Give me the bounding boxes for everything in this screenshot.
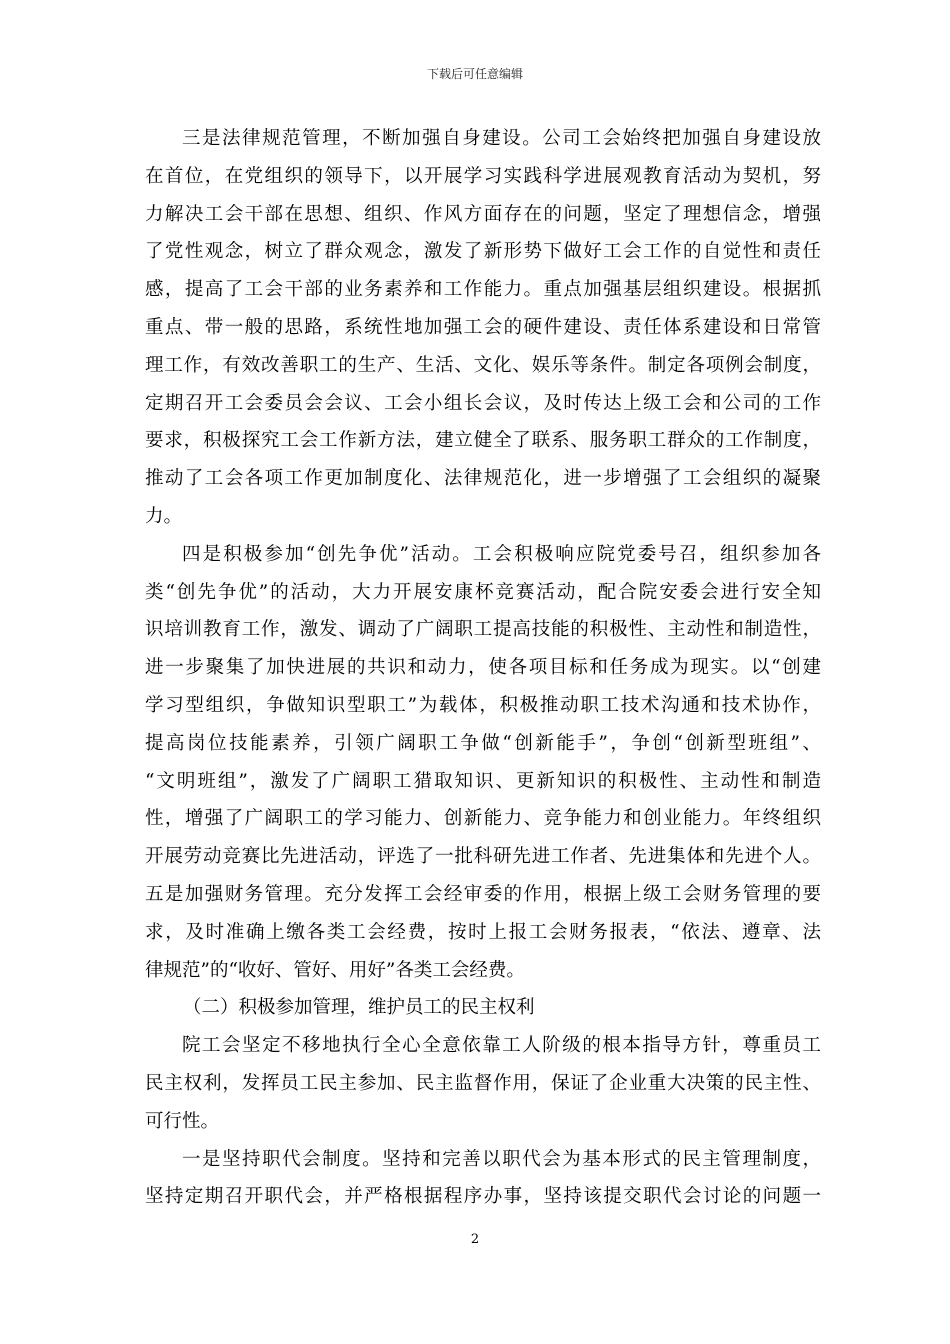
paragraph-line: 要求，积极探究工会工作新方法，建立健全了联系、服务职工群众的工作制度，: [145, 430, 821, 452]
paragraph-line: 重点、带一般的思路，系统性地加强工会的硬件建设、责任体系建设和日常管: [145, 316, 821, 338]
paragraph-line: 求，及时准确上缴各类工会经费，按时上报工会财务报表，“依法、遵章、法: [145, 921, 821, 943]
paragraph-line: 推动了工会各项工作更加制度化、法律规范化，进一步增强了工会组织的凝聚: [145, 468, 821, 490]
paragraph-line: 力解决工会干部在思想、组织、作风方面存在的问题，坚定了理想信念，增强: [145, 203, 821, 225]
paragraph-line: 了党性观念，树立了群众观念，激发了新形势下做好工会工作的自觉性和责任: [145, 241, 821, 263]
page-number: 2: [470, 1232, 480, 1247]
paragraph-line: 感，提高了工会干部的业务素养和工作能力。重点加强基层组织建设。根据抓: [145, 279, 821, 301]
paragraph-line: 类“创先争优”的活动，大力开展安康杯竞赛活动，配合院安委会进行安全知: [145, 581, 821, 603]
paragraph-line: 四是积极参加“创先争优”活动。工会积极响应院党委号召，组织参加各: [182, 543, 821, 565]
paragraph-line: 进一步聚集了加快进展的共识和动力，使各项目标和任务成为现实。以“创建: [145, 657, 821, 679]
paragraph-line: 三是法律规范管理，不断加强自身建设。公司工会始终把加强自身建设放: [182, 128, 821, 149]
paragraph-line: 在首位，在党组织的领导下，以开展学习实践科学进展观教育活动为契机，努: [145, 165, 821, 187]
paragraph-line: 开展劳动竞赛比先进活动，评选了一批科研先进工作者、先进集体和先进个人。: [145, 846, 821, 868]
page-header: 下载后可任意编辑: [426, 67, 523, 81]
paragraph-line: 识培训教育工作，激发、调动了广阔职工提高技能的积极性、主动性和制造性，: [145, 619, 821, 641]
paragraph-line: 力。: [145, 505, 183, 527]
paragraph-line: 律规范”的“收好、管好、用好”各类工会经费。: [145, 959, 525, 981]
paragraph-line: 一是坚持职代会制度。坚持和完善以职代会为基本形式的民主管理制度，: [182, 1148, 821, 1170]
paragraph-line: 五是加强财务管理。充分发挥工会经审委的作用，根据上级工会财务管理的要: [145, 883, 821, 905]
paragraph-line: 院工会坚定不移地执行全心全意依靠工人阶级的根本指导方针，尊重员工: [182, 1035, 821, 1057]
paragraph-line: 提高岗位技能素养，引领广阔职工争做“创新能手”，争创“创新型班组”、: [145, 732, 821, 754]
paragraph-line: 理工作，有效改善职工的生产、生活、文化、娱乐等条件。制定各项例会制度，: [145, 354, 821, 376]
paragraph-line: 定期召开工会委员会会议、工会小组长会议，及时传达上级工会和公司的工作: [145, 392, 821, 414]
paragraph-line: 性，增强了广阔职工的学习能力、创新能力、竞争能力和创业能力。年终组织: [145, 808, 821, 830]
paragraph-line: 学习型组织，争做知识型职工”为载体，积极推动职工技术沟通和技术协作，: [145, 694, 821, 716]
paragraph-line: 民主权利，发挥员工民主参加、民主监督作用，保证了企业重大决策的民主性、: [145, 1072, 821, 1094]
document-body: [145, 120, 821, 1216]
section-heading: （二）积极参加管理，维护员工的民主权利: [183, 997, 535, 1019]
paragraph-line: “文明班组”，激发了广阔职工猎取知识、更新知识的积极性、主动性和制造: [145, 770, 821, 792]
paragraph-line: 可行性。: [145, 1110, 220, 1132]
paragraph-line: 坚持定期召开职代会，并严格根据程序办事，坚持该提交职代会讨论的问题一: [145, 1186, 821, 1208]
